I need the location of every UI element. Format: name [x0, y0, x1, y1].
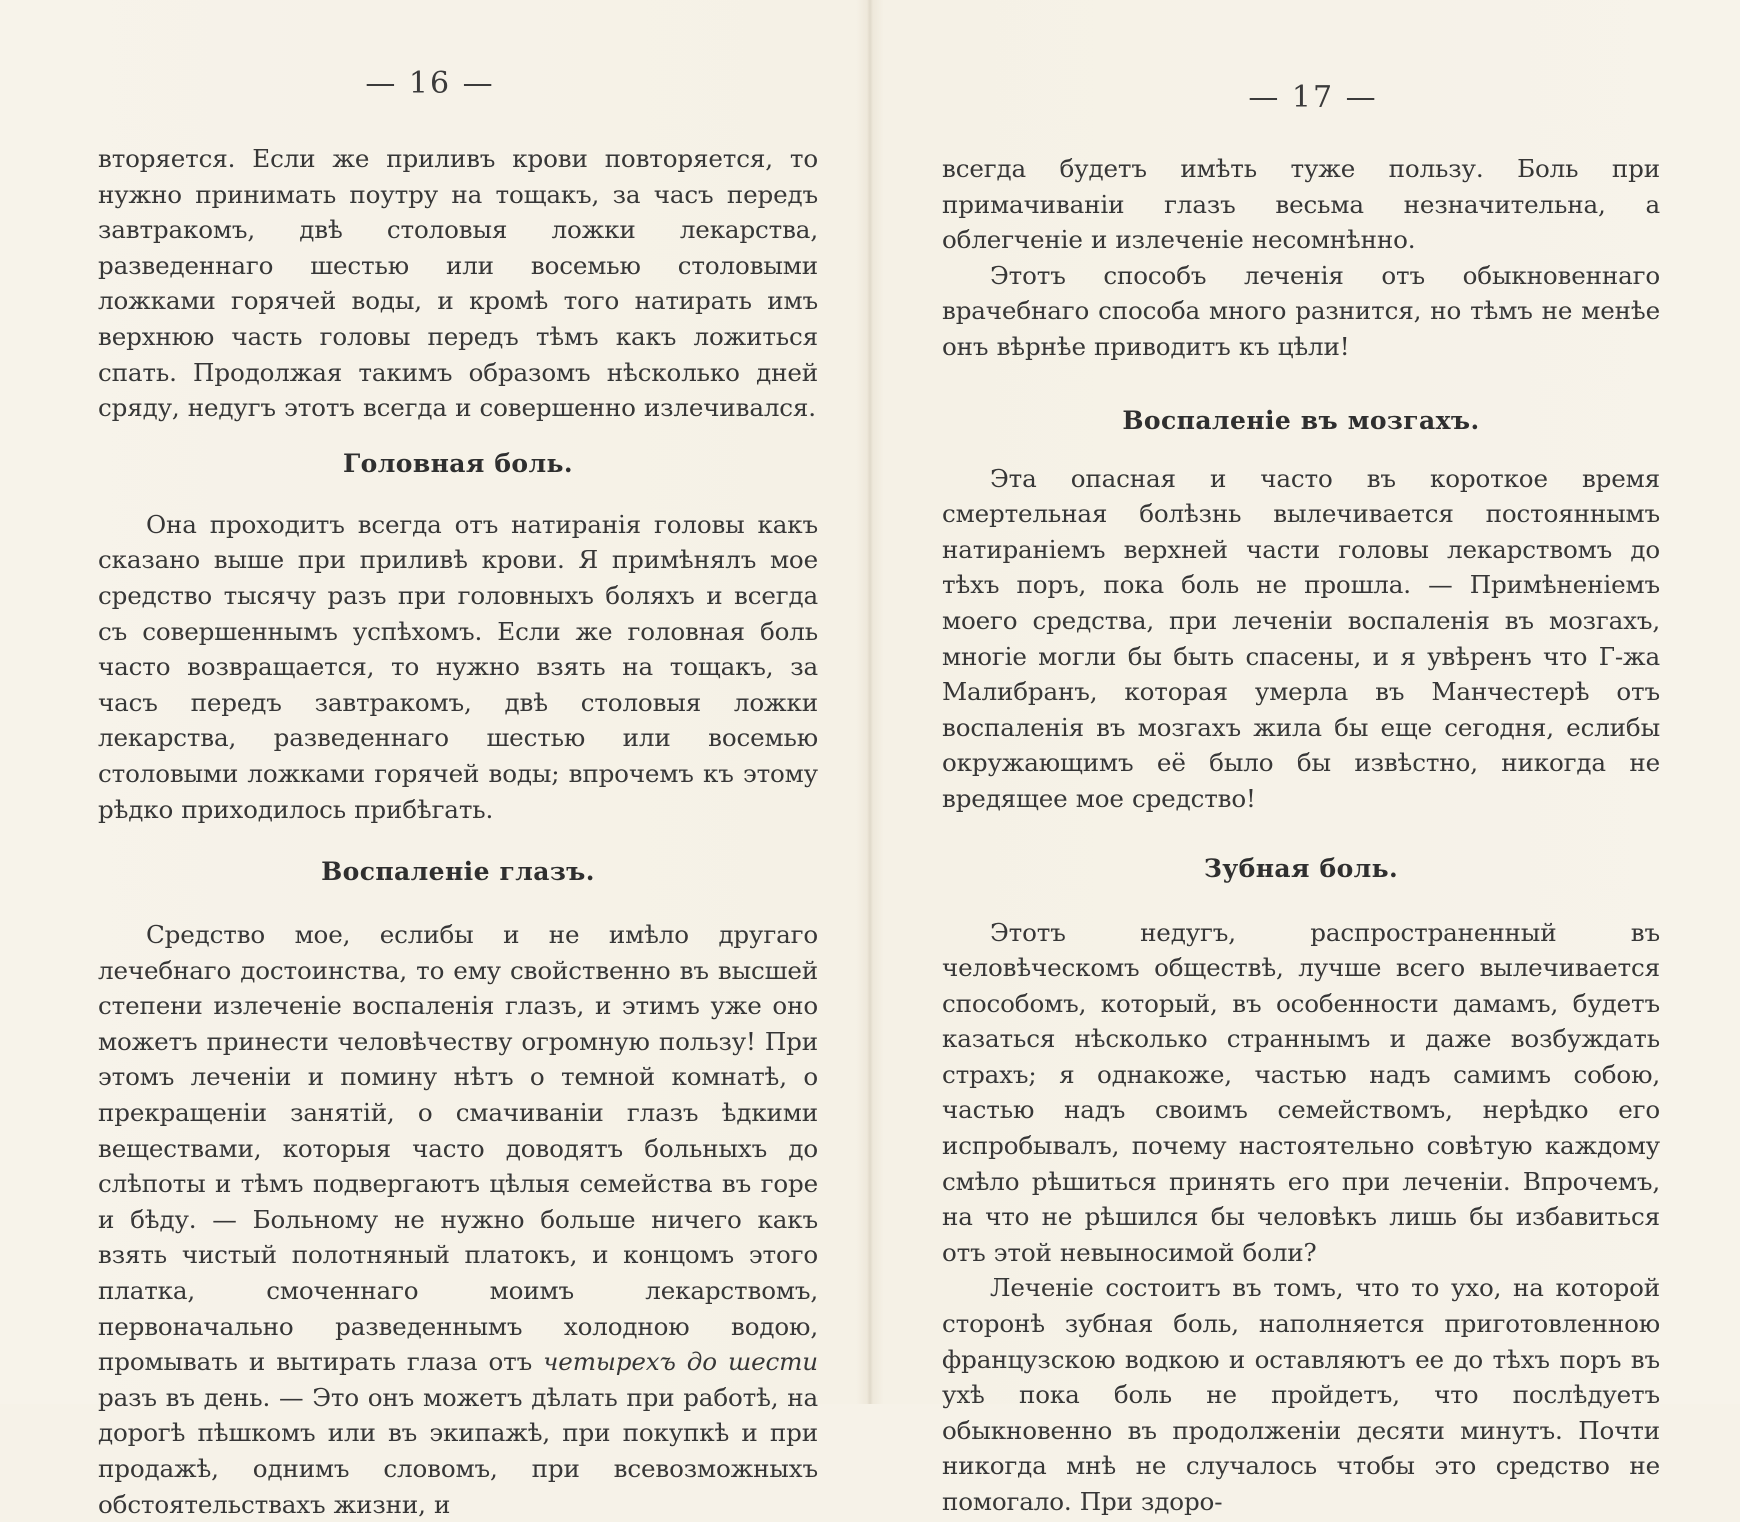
left-paragraph-3	[98, 917, 818, 1522]
right-page-text	[942, 151, 1660, 1520]
page-number-right: — 17 —	[1248, 80, 1378, 115]
left-paragraph-3-part-2: разъ въ день. — Это онъ можетъ дѣлать при работѣ, на дорогѣ пѣшкомъ или въ экипажѣ, при покупкѣ и при продажѣ, однимъ словомъ, при всевозможныхъ обстоятельствахъ жизни, и	[98, 1382, 818, 1519]
right-paragraph-2: Этотъ способъ леченія отъ обыкновеннаго врачебнаго способа много разнится, но тѣмъ не менѣе онъ вѣрнѣе приводитъ къ цѣли!	[942, 260, 1660, 361]
right-paragraph-1: всегда будетъ имѣть туже пользу. Боль при примачиваніи глазъ весьма незначительна, а облегченіе и излеченіе несомнѣнно.	[942, 154, 1660, 255]
page-number-left: — 16 —	[365, 66, 495, 101]
right-paragraph-5: Леченіе состоитъ въ томъ, что то ухо, на которой сторонѣ зубная боль, наполняется приготовленною французскою водкою и оставляютъ ее до тѣхъ поръ въ ухѣ пока боль не пройдетъ, что послѣдуетъ обыкновенно въ продолженіи десяти минутъ. Почти никогда мнѣ не случалось чтобы это средство не помогало. При здоро-	[942, 1273, 1660, 1516]
left-page-text	[98, 141, 818, 1522]
right-paragraph-4: Этотъ недугъ, распространенный въ человѣческомъ обществѣ, лучше всего вылечивается способомъ, который, въ особенности дамамъ, будетъ казаться нѣсколько страннымъ и даже возбуждать страхъ; я однакоже, частью надъ самимъ собою, частью надъ своимъ семействомъ, нерѣдко его испробывалъ, почему настоятельно совѣтую каждому смѣло рѣшиться принять его при леченіи. Впрочемъ, на что не рѣшился бы человѣкъ лишь бы избавиться отъ этой невыносимой боли?	[942, 917, 1660, 1267]
left-paragraph-1: вторяется. Если же приливъ крови повторяется, то нужно принимать поутру на тощакъ, за часъ передъ завтракомъ, двѣ столовыя ложки лекарства, разведеннаго шестью или восемью столовыми ложками горячей воды, и кромѣ того натирать имъ верхнюю часть головы передъ тѣмъ какъ ложиться спать. Продолжая такимъ образомъ нѣсколько дней сряду, недугъ этотъ всегда и совершенно излечивался.	[98, 144, 818, 423]
left-paragraph-3-emphasis: четырехъ до шести	[543, 1347, 818, 1377]
heading-brain-inflammation: Воспаленіе въ мозгахъ.	[1122, 405, 1480, 435]
left-paragraph-2: Она проходитъ всегда отъ натиранія головы какъ сказано выше при приливѣ крови. Я примѣнялъ мое средство тысячу разъ при головныхъ боляхъ и всегда съ совершеннымъ успѣхомъ. Если же головная боль часто возвращается, то нужно взять на тощакъ, за часъ передъ завтракомъ, двѣ столовыя ложки лекарства, разведеннаго шестью или восемью столовыми ложками горячей воды; впрочемъ къ этому рѣдко приходилось прибѣгать.	[98, 509, 818, 824]
right-page	[870, 0, 1740, 1516]
heading-eye-inflammation: Воспаленіе глазъ.	[321, 857, 595, 887]
right-paragraph-3: Эта опасная и часто въ короткое время смертельная болѣзнь вылечивается постояннымъ натираніемъ верхней части головы лекарствомъ до тѣхъ поръ, пока боль не прошла. — Примѣненіемъ моего средства, при леченіи воспаленія въ мозгахъ, многіе могли бы быть спасены, и я увѣренъ что Г-жа Малибранъ, которая умерла въ Манчестерѣ отъ воспаленія въ мозгахъ жила бы еще сегодня, еслибы окружающимъ её было бы извѣстно, никогда не вредящее мое средство!	[942, 463, 1660, 813]
heading-headache: Головная боль.	[342, 448, 574, 478]
heading-toothache: Зубная боль.	[1203, 853, 1399, 883]
left-paragraph-3-part-1: Средство мое, еслибы и не имѣло другаго лечебнаго достоинства, то ему свойственно въ высшей степени излеченіе воспаленія глазъ, и этимъ уже оно можетъ принести человѣчеству огромную пользу! При этомъ леченіи и помину нѣтъ о темной комнатѣ, о прекращеніи занятій, о смачиваніи глазъ ѣдкими веществами, которыя часто доводятъ больныхъ до слѣпоты и тѣмъ подвергаютъ цѣлыя семейства въ горе и бѣду. — Больному не нужно больше ничего какъ взять чистый полотняный платокъ, и концомъ этого платка, смоченнаго моимъ лекарствомъ, первоначально разведеннымъ холодною водою, промывать и вытирать глаза отъ	[98, 920, 818, 1377]
left-page	[0, 0, 870, 1519]
